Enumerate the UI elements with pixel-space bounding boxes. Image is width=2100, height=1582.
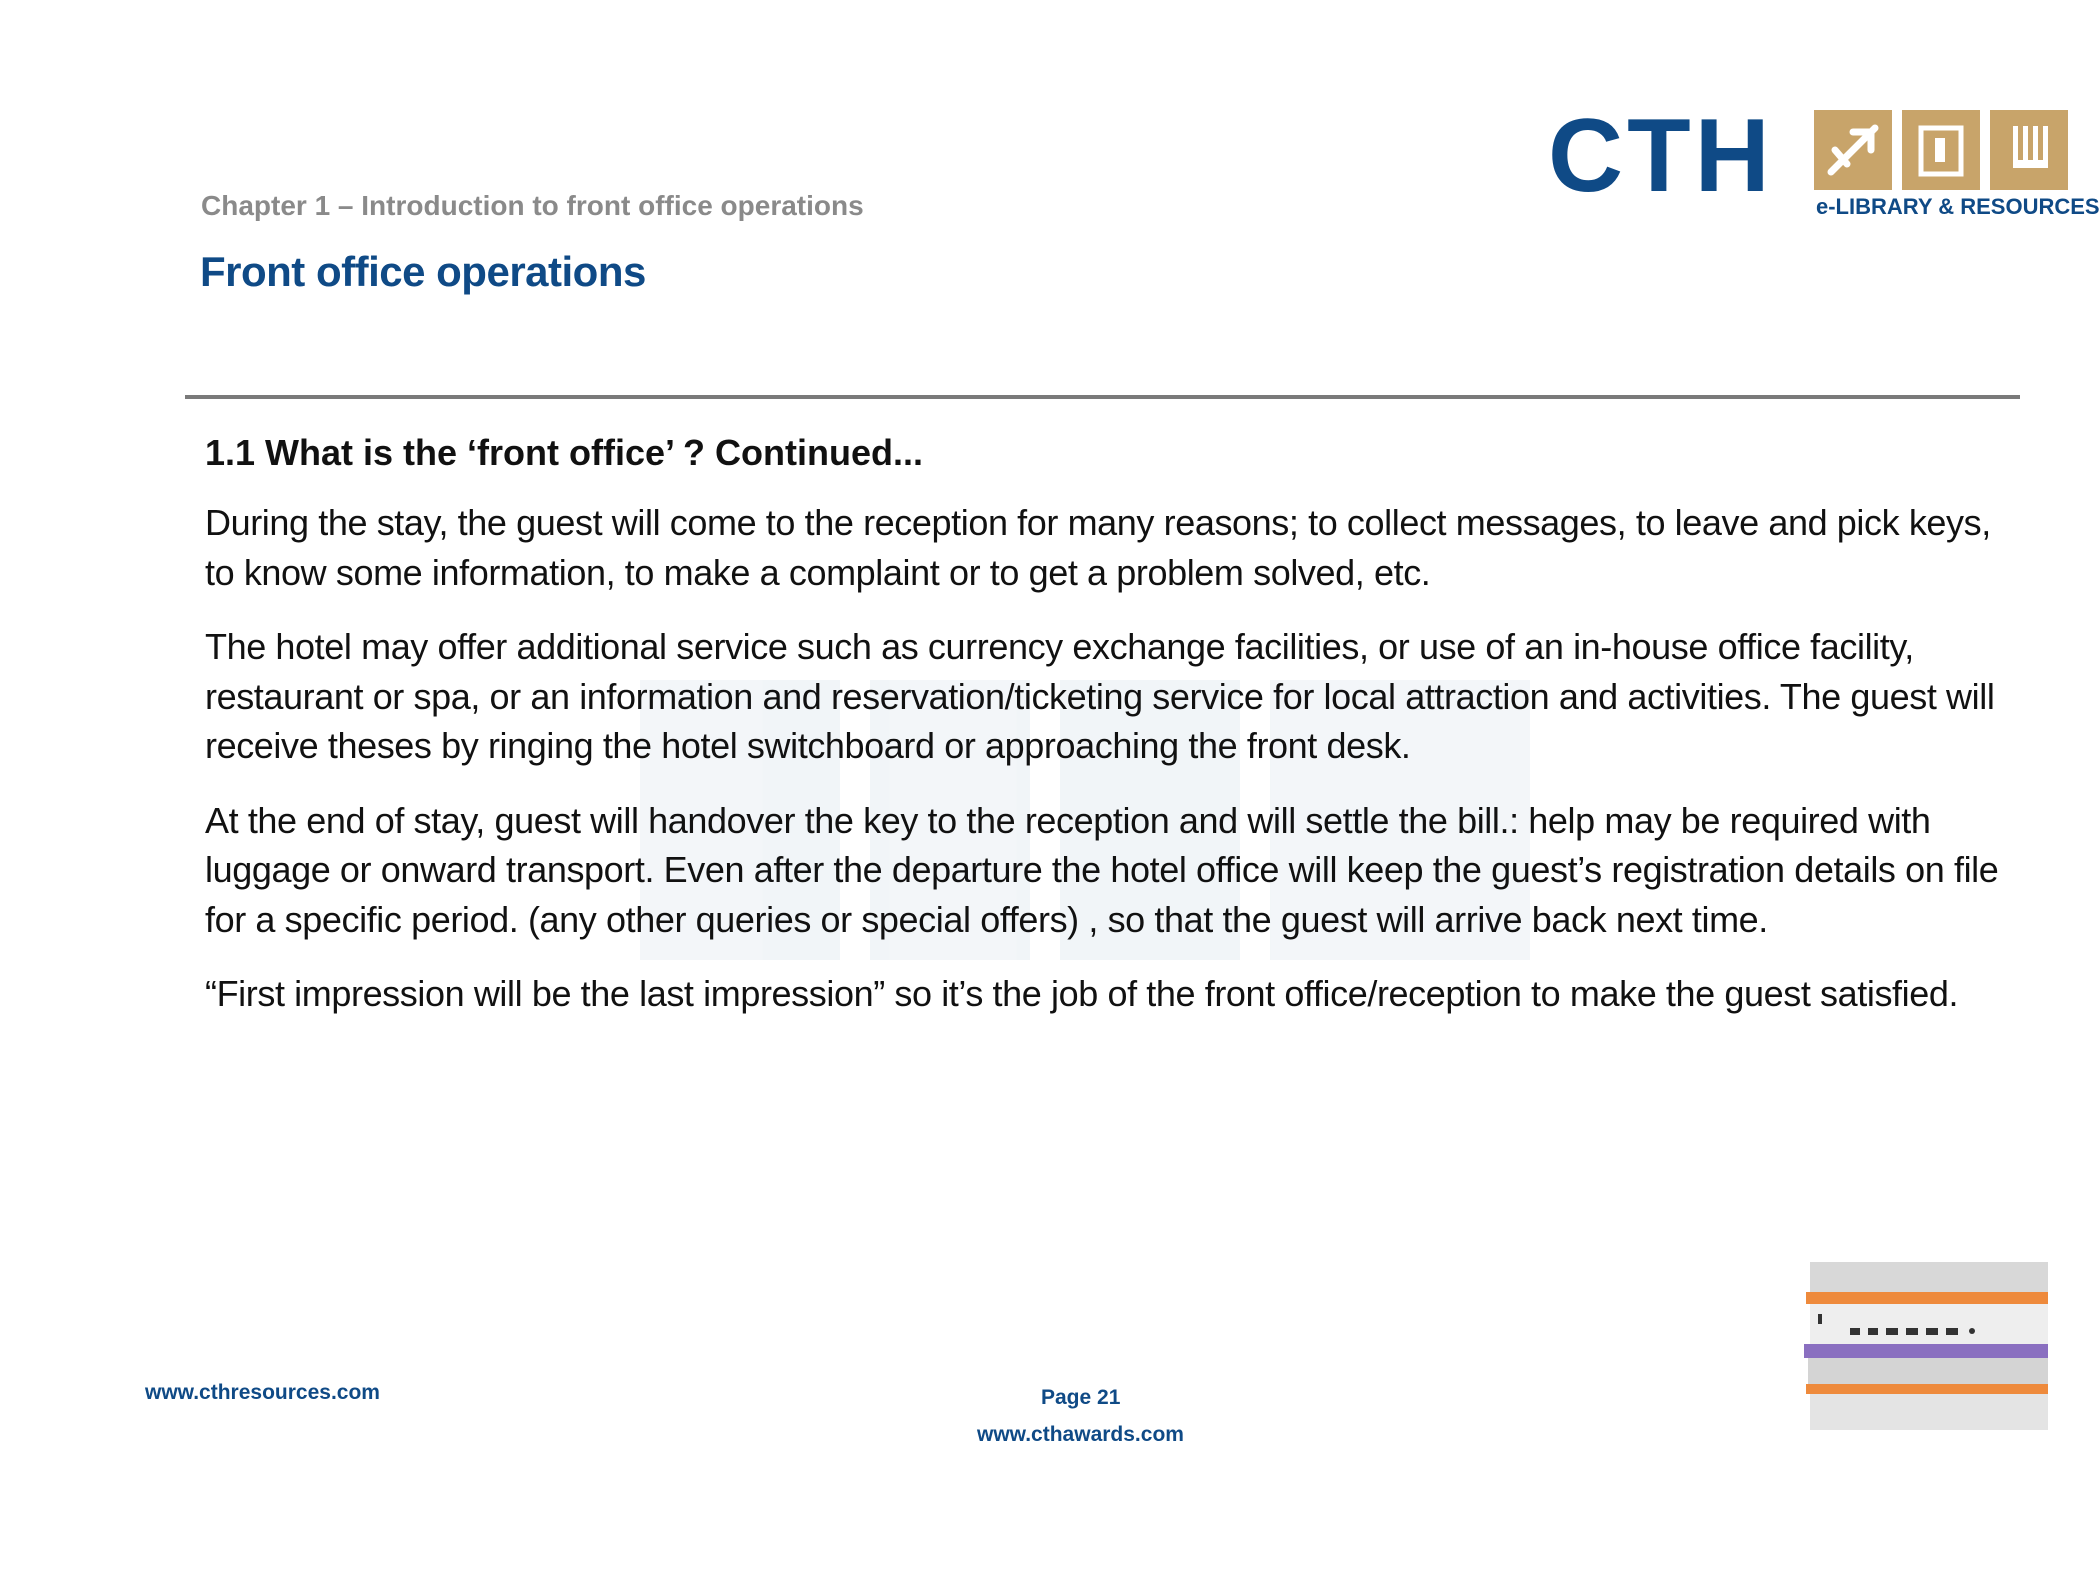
page-title: Front office operations	[200, 248, 646, 295]
chapter-label: Chapter 1 – Introduction to front office operations	[201, 190, 864, 221]
device-image	[1800, 1262, 2048, 1432]
plane-icon	[1814, 110, 1892, 190]
footer-resources-link[interactable]: www.cthresources.com	[145, 1381, 380, 1404]
fork-icon	[1990, 110, 2068, 190]
paragraph: At the end of stay, guest will handover the key to the reception and will settle the bill.: help may be required with luggage or onward transport. Even after the departure the hotel office will keep the guest’s registration details on file for a specific period. (any other queries or special offers) , so that the guest will arrive back next time.	[205, 799, 1999, 940]
paragraph: During the stay, the guest will come to the reception for many reasons; to collect messages, to leave and pick keys, to know some information, to make a complaint or to get a problem solved, etc.	[205, 502, 1991, 593]
cth-logo	[1548, 98, 2100, 224]
logo-subtext: e-LIBRARY & RESOURCES	[1816, 194, 2100, 219]
paragraph: The hotel may offer additional service such as currency exchange facilities, or use of an in-house office facility, restaurant or spa, or an information and reservation/ticketing service for local attraction and activities. The guest will receive theses by ringing the hotel switchboard or approaching the front desk.	[205, 626, 1995, 766]
building-icon	[1902, 110, 1980, 190]
logo-tiles	[1814, 110, 2068, 190]
logo-text: CTH	[1548, 98, 1774, 214]
page-number: Page 21	[1041, 1386, 1121, 1409]
header-divider	[185, 395, 2020, 399]
section-heading: 1.1 What is the ‘front office’ ? Continued...	[205, 432, 924, 473]
footer-awards-link[interactable]: www.cthawards.com	[977, 1423, 1184, 1446]
main-content	[205, 432, 2005, 1044]
paragraph: “First impression will be the last impression” so it’s the job of the front office/reception to make the guest satisfied.	[205, 973, 1959, 1014]
